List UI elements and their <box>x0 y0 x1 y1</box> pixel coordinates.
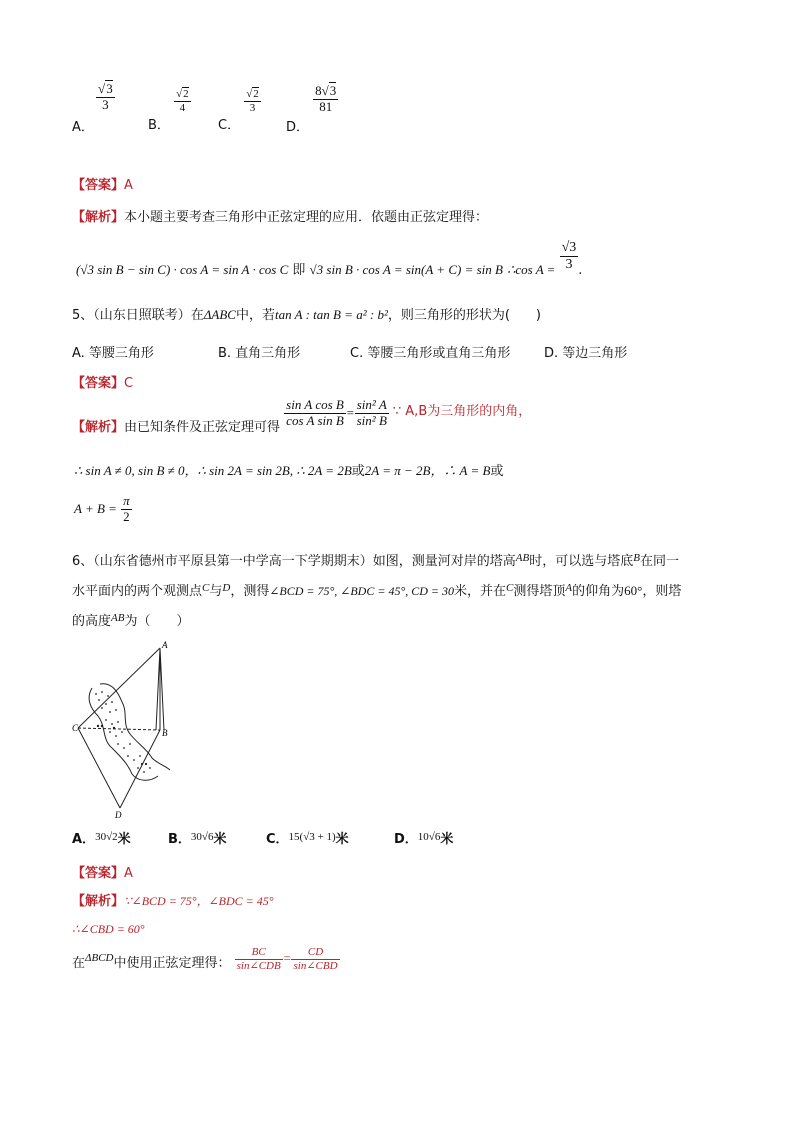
q6-stem-text: 测得塔顶 <box>513 584 566 599</box>
q5-answer-line <box>72 372 133 391</box>
q5-line2-or2: 或 <box>490 464 504 479</box>
q5-stem-mid: 中，若 <box>235 308 275 323</box>
option-fraction: $\frac{√3}{3}$ <box>98 81 113 112</box>
q4-option-a <box>72 81 117 135</box>
q6-stem-text: ，测得 <box>230 584 270 599</box>
tower-line-2 <box>156 648 160 730</box>
q5-option-d: D. 等边三角形 <box>544 346 628 361</box>
q6-given: ∵∠BCD = 75°，∠BDC = 45° <box>124 894 274 908</box>
q5-line3 <box>74 494 132 534</box>
q6-law-mid: 中使用正弦定理得： <box>113 955 231 971</box>
q4-eq-ji: 即 <box>292 263 306 279</box>
q4-answer-line <box>72 174 133 193</box>
q6-stem-math: B <box>633 552 640 564</box>
q6-option-c <box>266 828 349 847</box>
q6-therefore: ∴∠CBD = 60° <box>72 922 145 936</box>
q5-line3-fraction: $\frac{\pi}{2}$ <box>123 493 130 524</box>
answer-value: C <box>124 376 134 391</box>
q6-stem-text: 6、（山东省德州市平原县第一中学高一下学期期末）如图，测量河对岸的塔高 <box>72 554 516 569</box>
option-label: C． <box>266 832 289 847</box>
answer-value: A <box>124 178 133 193</box>
q4-eq-fraction: $\frac{√3}{3}$ <box>561 240 577 273</box>
label-b: B <box>162 728 168 738</box>
q6-stem-math: ∠BCD = 75°, ∠BDC = 45°, CD = 30 <box>269 584 455 598</box>
tower-line-3 <box>160 648 164 730</box>
q6-stem-math: AB <box>111 612 125 624</box>
q5-line2-a: ∴ sin A ≠ 0, sin B ≠ 0 <box>74 463 185 478</box>
option-fraction: $\frac{8√3}{81}$ <box>315 83 337 114</box>
option-value: 30√6 <box>190 831 214 843</box>
q6-stem-math: C <box>506 582 514 594</box>
q5-option-c: C. 等腰三角形或直角三角形 <box>350 346 511 361</box>
option-label: C． <box>218 117 241 133</box>
q5-line3-lhs: A + B = <box>74 500 117 516</box>
river-bank-left <box>89 688 158 780</box>
q5-analysis-line: 【解析】由已知条件及正弦定理可得 $\frac{\text{sin A cos B}}{\text{cos A sin B}}$ = $\frac{\text{sin² A}}{\text{sin² B}}$ ∵ A,B为三角形的内角， <box>72 397 532 435</box>
q4-eq-therefore: ∴cos A = <box>507 262 556 278</box>
q5-stem <box>72 304 541 323</box>
q6-stem-line3 <box>72 610 189 629</box>
q5-line2-c: 2A = π − 2B <box>364 463 431 478</box>
option-value: 15(√3 + 1) <box>288 831 336 843</box>
answer-tag: 【答案】 <box>72 866 125 881</box>
q6-stem-text: 米，并在 <box>454 584 507 599</box>
q6-law-line <box>72 946 340 986</box>
line-cd <box>78 728 120 808</box>
q5-stem-post: ，则三角形的形状为( ) <box>387 308 542 323</box>
q5-frac2: $\frac{\text{sin² A}}{\text{sin² B}}$ <box>356 397 387 428</box>
q6-stem-text: 时，可以选与塔底 <box>529 554 634 569</box>
label-c: C <box>72 723 79 733</box>
q6-stem-math: C <box>202 582 210 594</box>
q6-figure <box>72 636 182 820</box>
analysis-text: 本小题主要考查三角形中正弦定理的应用．依题由正弦定理得： <box>124 210 489 225</box>
answer-tag: 【答案】 <box>72 178 125 193</box>
option-label: B． <box>168 832 191 847</box>
q5-line2-d: ，∴ A = B <box>430 463 491 478</box>
option-unit: 米 <box>213 832 227 847</box>
q5-line2-or: 或 <box>351 464 365 479</box>
q4-option-b <box>148 88 191 133</box>
q6-stem-line1 <box>72 550 679 569</box>
q4-analysis-line <box>72 206 488 225</box>
q5-stem-tri: ΔABC <box>203 307 236 322</box>
q6-stem-text: 水平面内的两个观测点 <box>72 584 203 599</box>
answer-value: A <box>124 866 133 881</box>
option-value: 10√6 <box>417 831 441 843</box>
q5-option-b: B. 直角三角形 <box>218 346 301 361</box>
q6-law-eq: = <box>282 950 292 966</box>
option-label: A． <box>72 119 94 135</box>
label-d: D <box>115 810 122 820</box>
q5-stem-eq: tan A : tan B = a² : b² <box>274 307 388 322</box>
q6-law-frac1: $\frac{BC}{\text{sin∠CDB}}$ <box>236 946 281 972</box>
analysis-tag: 【解析】 <box>72 894 125 909</box>
q6-stem-math: AB <box>515 552 530 564</box>
option-label: D． <box>394 832 418 847</box>
q5-options <box>72 342 672 362</box>
q6-stem-math: D <box>222 582 231 594</box>
option-label: A． <box>72 832 96 847</box>
q6-option-b <box>168 828 226 847</box>
q6-law-frac2: $\frac{CD}{\text{sin∠CBD}}$ <box>293 946 338 972</box>
option-unit: 米 <box>117 832 131 847</box>
q5-line2-b: ，∴ sin 2A = sin 2B, ∴ 2A = 2B <box>184 463 352 478</box>
tower-river-diagram <box>72 636 182 820</box>
q5-option-a: A. 等腰三角形 <box>72 346 154 361</box>
option-value: 30√2 <box>95 831 118 843</box>
q6-option-a <box>72 828 131 847</box>
analysis-tag: 【解析】 <box>72 419 125 435</box>
q6-stem-math: A <box>565 582 573 594</box>
q4-option-c <box>218 88 261 133</box>
q6-stem-text: 与 <box>209 584 223 599</box>
answer-tag: 【答案】 <box>72 376 125 391</box>
line-ac <box>78 648 160 728</box>
option-unit: 米 <box>335 832 349 847</box>
q5-red-note: ∵ A,B为三角形的内角， <box>392 403 532 419</box>
line-cb <box>78 728 160 730</box>
q6-stem-text: ，则塔 <box>642 584 682 599</box>
q4-option-d <box>286 83 338 135</box>
q6-stem-line2 <box>72 580 681 599</box>
q6-law-pre: 在 <box>72 955 86 971</box>
q6-stem-math: 60° <box>624 583 643 598</box>
q4-options <box>72 81 372 135</box>
q6-stem-text: 在同一 <box>639 554 679 569</box>
q6-option-d <box>394 828 453 847</box>
q5-frac1: $\frac{\text{sin A cos B}}{\text{cos A sin B}}$ <box>286 397 344 428</box>
option-unit: 米 <box>440 832 454 847</box>
option-fraction: $\frac{√2}{3}$ <box>246 88 259 114</box>
q6-stem-text: 为（ ） <box>124 614 190 629</box>
analysis-tag: 【解析】 <box>72 210 125 225</box>
analysis-text: 由已知条件及正弦定理可得 <box>124 419 281 435</box>
q4-eq-part1: (√3 sin B − sin C) · cos A = sin A · cos C <box>76 262 289 278</box>
q6-answer-line <box>72 862 133 881</box>
q4-equation: (√3 sin B − sin C) · cos A = sin A · cos C 即 √3 sin B · cos A = sin(A + C) = sin B ∴cos A = $\frac{√3}{3}$ . <box>76 240 583 279</box>
option-fraction: $\frac{√2}{4}$ <box>176 88 189 114</box>
option-label: B． <box>148 117 170 133</box>
q6-law-tri: ΔBCD <box>85 951 114 964</box>
q6-analysis-line <box>72 890 274 909</box>
q5-stem-pre: 5、（山东日照联考）在 <box>72 308 204 323</box>
q6-stem-text: 的仰角为 <box>572 584 625 599</box>
q5-line2 <box>74 460 503 479</box>
q4-eq-part2: √3 sin B · cos A = sin(A + C) = sin B <box>309 262 503 278</box>
q6-stem-text: 的高度 <box>72 614 112 629</box>
label-a: A <box>162 640 168 650</box>
q6-options <box>72 828 492 850</box>
line-db <box>120 730 160 808</box>
option-label: D． <box>286 119 310 135</box>
